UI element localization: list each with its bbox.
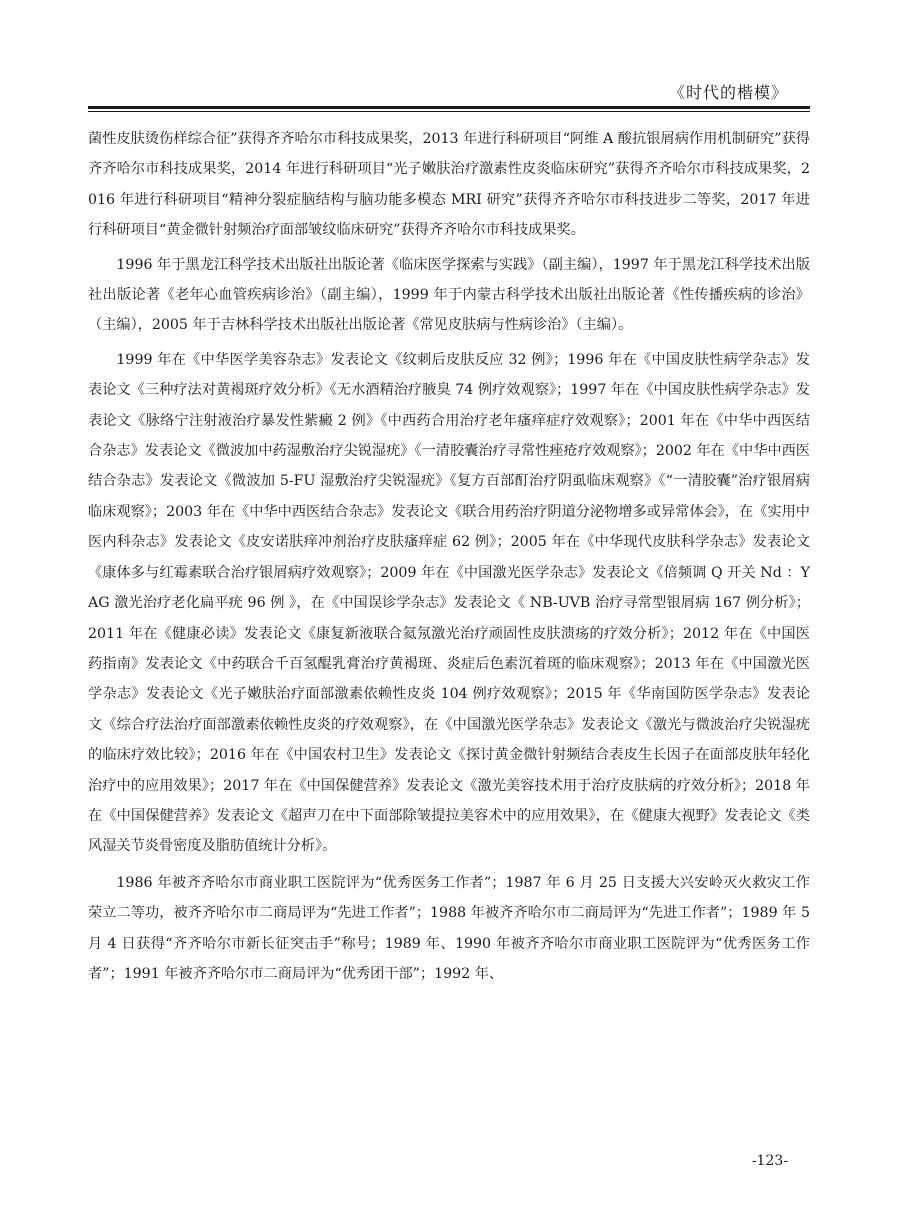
header-rule bbox=[88, 106, 810, 109]
header-rule-thin bbox=[88, 111, 810, 112]
paragraph-papers: 1999 年在《中华医学美容杂志》发表论文《纹刺后皮肤反应 32 例》；1996 年在《中国皮肤性病学杂志》发表论文《三种疗法对黄褐斑疗效分析》《无水酒精治疗腋臭 74 例疗效观察》；1997 年在《中国皮肤性病学杂志》发表论文《脉络宁注射液治疗暴发性紫癜 2 例》《中西药合用治疗老年瘙痒症疗效观察》；2001 年在《中华中西医结合杂志》发表论文《微波加中药湿敷治疗尖锐湿疣》《一清胶囊治疗寻常性痤疮疗效观察》；2002 年在《中华中西医结合杂志》发表论文《微波加 5-FU 湿敷治疗尖锐湿疣》《复方百部酊治疗阴虱临床观察》《“一清胶囊”治疗银屑病临床观察》；2003 年在《中华中西医结合杂志》发表论文《联合用药治疗阴道分泌物增多或异常体会》，在《实用中医内科杂志》发表论文《皮安诺肤痒冲剂治疗皮肤瘙痒症 62 例》；2005 年在《中华现代皮肤科学杂志》发表论文《康体多与红霉素联合治疗银屑病疗效观察》；2009 年在《中国激光医学杂志》发表论文《倍频调 Q 开关 Nd ：YAG 激光治疗老化扁平疣 96 例 》，在《中国误诊学杂志》发表论文《 NB-UVB 治疗寻常型银屑病 167 例分析》；2011 年在《健康必读》发表论文《康复新液联合氦氖激光治疗顽固性皮肤溃疡的疗效分析》；2012 年在《中国医药指南》发表论文《中药联合千百氢醌乳膏治疗黄褐斑、炎症后色素沉着斑的临床观察》；2013 年在《中国激光医学杂志》发表论文《光子嫩肤治疗面部激素依赖性皮炎 104 例疗效观察》；2015 年《华南国防医学杂志》发表论文《综合疗法治疗面部激素依赖性皮炎的疗效观察》，在《中国激光医学杂志》发表论文《激光与微波治疗尖锐湿疣的临床疗效比较》；2016 年在《中国农村卫生》发表论文《探讨黄金微针射频结合表皮生长因子在面部皮肤年轻化治疗中的应用效果》；2017 年在《中国保健营养》发表论文《激光美容技术用于治疗皮肤病的疗效分析》；2018 年在《中国保健营养》发表论文《超声刀在中下面部除皱提拉美容术中的应用效果》，在《健康大视野》发表论文《类风湿关节炎骨密度及脂肪值统计分析》。 bbox=[88, 351, 810, 855]
paragraph-research-awards: 菌性皮肤烫伤样综合征”获得齐齐哈尔市科技成果奖，2013 年进行科研项目“阿维 A 酸抗银屑病作用机制研究”获得齐齐哈尔市科技成果奖，2014 年进行科研项目“光子嫩肤治疗激素性皮炎临床研究”获得齐齐哈尔市科技成果奖，2016 年进行科研项目“精神分裂症脑结构与脑功能多模态 MRI 研究”获得齐齐哈尔市科技进步二等奖，2017 年进行科研项目“黄金微针射频治疗面部皱纹临床研究”获得齐齐哈尔市科技成果奖。 bbox=[88, 131, 810, 239]
paragraph-books: 1996 年于黑龙江科学技术出版社出版论著《临床医学探索与实践》（副主编），1997 年于黑龙江科学技术出版社出版论著《老年心血管疾病诊治》（副主编），1999 年于内蒙古科学技术出版社出版论著《性传播疾病的诊治》（主编），2005 年于吉林科学技术出版社出版论著《常见皮肤病与性病诊治》（主编）。 bbox=[88, 256, 810, 334]
page-number: -123- bbox=[751, 1153, 788, 1169]
body-text bbox=[88, 124, 810, 993]
paragraph-honors: 1986 年被齐齐哈尔市商业职工医院评为“优秀医务工作者”；1987 年 6 月 25 日支援大兴安岭灭火救灾工作荣立二等功，被齐齐哈尔市二商局评为“先进工作者”；1988 年被齐齐哈尔市二商局评为“先进工作者”；1989 年 5 月 4 日获得“齐齐哈尔市新长征突击手”称号；1989 年、1990 年被齐齐哈尔市商业职工医院评为“优秀医务工作者”；1991 年被齐齐哈尔市二商局评为“优秀团干部”；1992 年、 bbox=[88, 874, 810, 982]
running-header-title: 《时代的楷模》 bbox=[668, 83, 788, 102]
